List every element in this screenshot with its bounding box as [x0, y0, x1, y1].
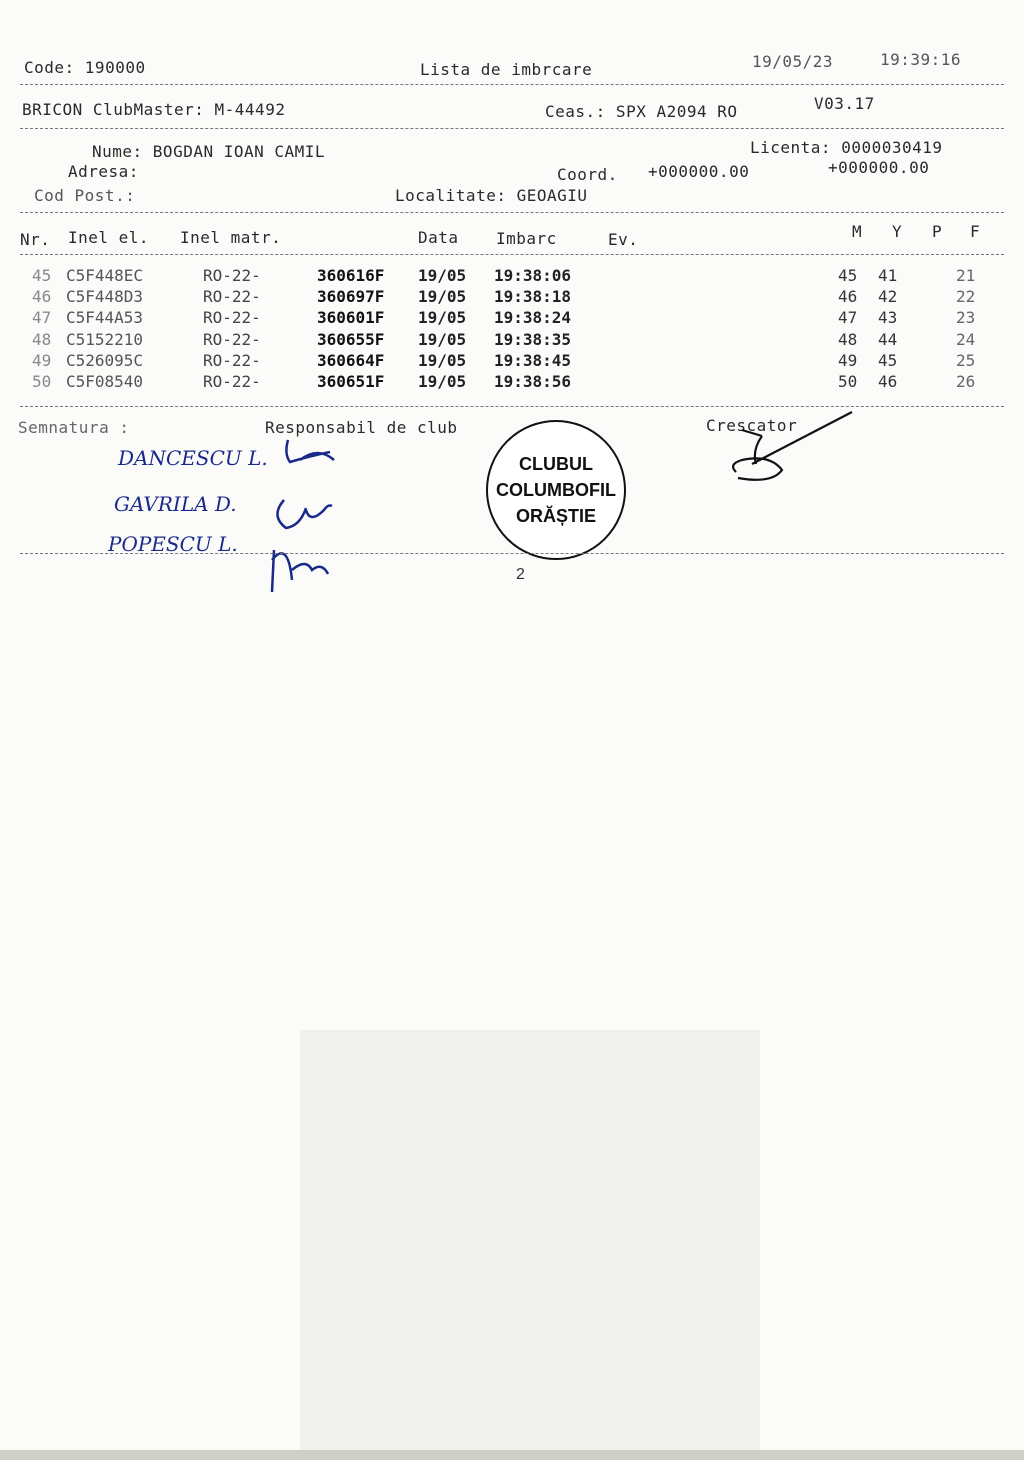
col-inel-matr: Inel matr.: [180, 228, 282, 247]
boarding-date: 19/05: [418, 308, 467, 327]
boarding-time: 19:38:35: [494, 330, 572, 349]
table-row: [20, 372, 990, 393]
electronic-ring: C5F448EC: [66, 266, 144, 285]
row-number: 50: [32, 372, 52, 391]
ring-number: 360601F: [317, 308, 385, 327]
y-value: 45: [878, 351, 898, 370]
col-y: Y: [892, 222, 903, 241]
handwritten-name-2: GAVRILA D.: [114, 492, 237, 516]
stamp-line-1: CLUBUL: [519, 454, 593, 474]
boarding-time: 19:38:18: [494, 287, 572, 306]
m-value: 49: [838, 351, 858, 370]
table-row: [20, 266, 990, 287]
row-number: 49: [32, 351, 52, 370]
m-value: 48: [838, 330, 858, 349]
version-label: V03.17: [814, 94, 875, 113]
boarding-time: 19:38:56: [494, 372, 572, 391]
ring-prefix: RO-22-: [203, 266, 261, 285]
y-value: 41: [878, 266, 898, 285]
breeder-label: Crescator: [706, 416, 798, 435]
ring-prefix: RO-22-: [203, 287, 261, 306]
coord-label: Coord.: [557, 165, 618, 184]
ring-number: 360655F: [317, 330, 385, 349]
col-p: P: [932, 222, 943, 241]
licence-number: Licenta: 0000030419: [750, 138, 943, 157]
club-responsible-label: Responsabil de club: [265, 418, 458, 437]
f-value: 24: [956, 330, 976, 349]
ring-prefix: RO-22-: [203, 330, 261, 349]
signature-label: Semnatura :: [18, 418, 130, 437]
postcode-label: Cod Post.:: [34, 186, 136, 205]
address-label: Adresa:: [68, 162, 139, 181]
f-value: 26: [956, 372, 976, 391]
row-number: 48: [32, 330, 52, 349]
breeder-signature-icon: [722, 400, 862, 490]
stamp-line-3: ORĂȘTIE: [515, 506, 596, 526]
electronic-ring: C5152210: [66, 330, 144, 349]
coord-latitude: +000000.00: [648, 162, 750, 181]
divider: [20, 553, 1004, 554]
boarding-time: 19:38:24: [494, 308, 572, 327]
f-value: 22: [956, 287, 976, 306]
handwritten-name-1: DANCESCU L.: [118, 446, 268, 470]
col-f: F: [970, 222, 981, 241]
page-number: 2: [516, 566, 525, 583]
clubmaster-label: BRICON ClubMaster: M-44492: [22, 100, 286, 119]
m-value: 45: [838, 266, 858, 285]
boarding-date: 19/05: [418, 372, 467, 391]
electronic-ring: C526095C: [66, 351, 144, 370]
divider: [20, 84, 1004, 85]
handwritten-name-3: POPESCU L.: [108, 532, 238, 556]
table-row: [20, 351, 990, 372]
col-inel-el: Inel el.: [68, 228, 150, 247]
code-label: Code: 190000: [24, 58, 146, 77]
club-stamp: [486, 420, 626, 560]
col-data: Data: [418, 228, 459, 247]
col-imbarc: Imbarc: [496, 229, 557, 248]
row-number: 45: [32, 266, 52, 285]
boarding-date: 19/05: [418, 287, 467, 306]
ring-prefix: RO-22-: [203, 351, 261, 370]
row-number: 46: [32, 287, 52, 306]
f-value: 23: [956, 308, 976, 327]
y-value: 44: [878, 330, 898, 349]
ring-number: 360664F: [317, 351, 385, 370]
boarding-date: 19/05: [418, 351, 467, 370]
ring-number: 360616F: [317, 266, 385, 285]
ring-number: 360651F: [317, 372, 385, 391]
stamp-line-2: COLUMBOFIL: [496, 480, 616, 500]
y-value: 43: [878, 308, 898, 327]
ring-number: 360697F: [317, 287, 385, 306]
f-value: 21: [956, 266, 976, 285]
paper-shadow: [300, 1030, 760, 1460]
boarding-date: 19/05: [418, 266, 467, 285]
electronic-ring: C5F44A53: [66, 308, 144, 327]
m-value: 46: [838, 287, 858, 306]
ring-prefix: RO-22-: [203, 372, 261, 391]
boarding-time: 19:38:06: [494, 266, 572, 285]
f-value: 25: [956, 351, 976, 370]
col-nr: Nr.: [20, 230, 51, 249]
y-value: 46: [878, 372, 898, 391]
coord-longitude: +000000.00: [828, 158, 930, 177]
electronic-ring: C5F08540: [66, 372, 144, 391]
divider: [20, 212, 1004, 213]
ring-prefix: RO-22-: [203, 308, 261, 327]
owner-name: Nume: BOGDAN IOAN CAMIL: [92, 142, 326, 161]
paper-edge: [0, 1450, 1024, 1460]
clock-label: Ceas.: SPX A2094 RO: [545, 102, 738, 121]
col-ev: Ev.: [608, 230, 639, 249]
divider: [20, 254, 1004, 255]
divider: [20, 128, 1004, 129]
print-time: 19:39:16: [880, 50, 962, 69]
document-title: Lista de imbrcare: [420, 60, 593, 79]
table-row: [20, 287, 990, 308]
col-m: M: [852, 222, 863, 241]
m-value: 47: [838, 308, 858, 327]
electronic-ring: C5F448D3: [66, 287, 144, 306]
boarding-date: 19/05: [418, 330, 467, 349]
boarding-time: 19:38:45: [494, 351, 572, 370]
locality-label: Localitate: GEOAGIU: [395, 186, 588, 205]
m-value: 50: [838, 372, 858, 391]
table-row: [20, 330, 990, 351]
club-signatures-icon: [270, 430, 350, 600]
table-row: [20, 308, 990, 329]
print-date: 19/05/23: [752, 52, 834, 71]
row-number: 47: [32, 308, 52, 327]
y-value: 42: [878, 287, 898, 306]
